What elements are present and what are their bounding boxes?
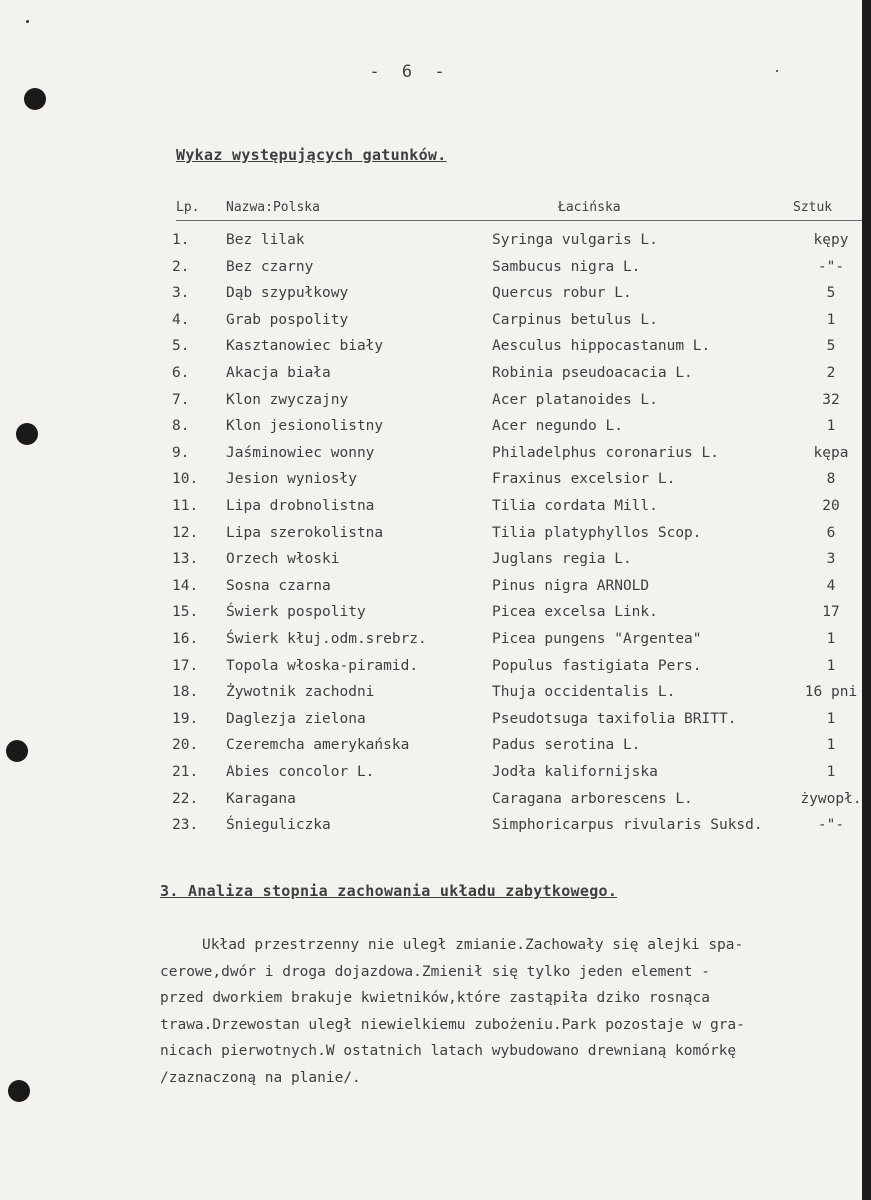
latin-name: Quercus robur L. bbox=[492, 285, 632, 302]
table-row bbox=[0, 392, 871, 419]
row-number: 21. bbox=[172, 764, 199, 780]
latin-name: Jodła kalifornijska bbox=[492, 764, 658, 780]
latin-name: Fraxinus excelsior L. bbox=[492, 471, 676, 488]
row-number: 19. bbox=[172, 710, 199, 727]
polish-name: Czeremcha amerykańska bbox=[226, 737, 410, 754]
latin-name: Populus fastigiata Pers. bbox=[492, 657, 702, 674]
row-number: 11. bbox=[172, 498, 199, 514]
latin-name: Picea excelsa Link. bbox=[492, 604, 658, 621]
table-row bbox=[0, 684, 871, 711]
table-row bbox=[0, 817, 871, 844]
table-row bbox=[0, 232, 871, 259]
polish-name: Karagana bbox=[226, 790, 296, 807]
latin-name: Simphoricarpus rivularis Suksd. bbox=[492, 817, 763, 834]
polish-name: Orzech włoski bbox=[226, 551, 340, 568]
paragraph-line: nicach pierwotnych.W ostatnich latach wybudowano drewnianą komórkę bbox=[160, 1043, 737, 1059]
latin-name: Juglans regia L. bbox=[492, 551, 632, 568]
polish-name: Świerk pospolity bbox=[226, 604, 366, 621]
polish-name: Dąb szypułkowy bbox=[226, 285, 349, 302]
paragraph-line: Układ przestrzenny nie uległ zmianie.Zachowały się alejki spa- bbox=[202, 937, 744, 953]
count: 5 bbox=[826, 285, 836, 302]
polish-name: Abies concolor L. bbox=[226, 764, 375, 780]
polish-name: Klon zwyczajny bbox=[226, 391, 349, 408]
row-number: 16. bbox=[172, 631, 199, 647]
latin-name: Pinus nigra ARNOLD bbox=[492, 577, 650, 594]
table-row bbox=[0, 658, 871, 685]
count: -"- bbox=[817, 258, 845, 275]
count: 1 bbox=[826, 764, 836, 780]
table-row bbox=[0, 711, 871, 738]
count: żywopł. bbox=[800, 790, 862, 807]
table-row bbox=[0, 604, 871, 631]
header-latin-name: Łacińska bbox=[558, 200, 621, 215]
header-polish-name: Nazwa:Polska bbox=[226, 200, 320, 215]
table-row bbox=[0, 338, 871, 365]
latin-name: Acer negundo L. bbox=[492, 418, 623, 435]
latin-name: Philadelphus coronarius L. bbox=[492, 444, 719, 461]
punch-hole bbox=[24, 88, 46, 110]
polish-name: Świerk kłuj.odm.srebrz. bbox=[226, 631, 427, 647]
polish-name: Sosna czarna bbox=[226, 577, 331, 594]
count: 1 bbox=[826, 710, 836, 727]
count: 3 bbox=[826, 551, 836, 568]
row-number: 20. bbox=[172, 737, 199, 754]
polish-name: Jaśminowiec wonny bbox=[226, 444, 375, 461]
table-row bbox=[0, 551, 871, 578]
count: 1 bbox=[826, 737, 836, 754]
table-row bbox=[0, 259, 871, 286]
paragraph-line: trawa.Drzewostan uległ niewielkiemu zubożeniu.Park pozostaje w gra- bbox=[160, 1016, 745, 1033]
latin-name: Sambucus nigra L. bbox=[492, 258, 641, 275]
latin-name: Robinia pseudoacacia L. bbox=[492, 365, 693, 381]
count: 1 bbox=[826, 311, 836, 328]
latin-name: Thuja occidentalis L. bbox=[492, 684, 676, 701]
count: 2 bbox=[826, 365, 836, 381]
latin-name: Tilia cordata Mill. bbox=[492, 498, 658, 514]
table-row bbox=[0, 764, 871, 791]
page-number: - 6 - bbox=[369, 62, 451, 82]
header-no: Lp. bbox=[176, 200, 200, 215]
table-row bbox=[0, 737, 871, 764]
latin-name: Acer platanoides L. bbox=[492, 391, 658, 408]
count: 17 bbox=[822, 604, 840, 621]
table-row bbox=[0, 312, 871, 339]
section-3-title: 3. Analiza stopnia zachowania układu zabytkowego. bbox=[160, 882, 618, 900]
latin-name: Caragana arborescens L. bbox=[492, 790, 693, 807]
count: 1 bbox=[826, 418, 836, 435]
paragraph-line: przed dworkiem brakuje kwietników,które zastąpiła dziko rosnąca bbox=[160, 990, 710, 1006]
row-number: 10. bbox=[172, 471, 199, 488]
punch-hole bbox=[8, 1080, 30, 1102]
table-row bbox=[0, 365, 871, 392]
polish-name: Kasztanowiec biały bbox=[226, 338, 384, 355]
count: 8 bbox=[826, 471, 836, 488]
polish-name: Bez czarny bbox=[226, 258, 314, 275]
row-number: 9. bbox=[172, 444, 190, 461]
paper-speck bbox=[26, 20, 29, 23]
row-number: 2. bbox=[172, 258, 190, 275]
count: kępy bbox=[813, 232, 849, 248]
scan-edge bbox=[862, 0, 871, 1200]
header-count: Sztuk bbox=[793, 200, 833, 215]
latin-name: Picea pungens "Argentea" bbox=[492, 631, 702, 647]
row-number: 23. bbox=[172, 817, 199, 834]
polish-name: Śnieguliczka bbox=[226, 817, 331, 834]
latin-name: Aesculus hippocastanum L. bbox=[492, 338, 711, 355]
count: kępa bbox=[813, 444, 849, 461]
latin-name: Carpinus betulus L. bbox=[492, 311, 658, 328]
table-row bbox=[0, 791, 871, 818]
latin-name: Syringa vulgaris L. bbox=[492, 232, 658, 248]
polish-name: Topola włoska-piramid. bbox=[226, 657, 419, 674]
row-number: 12. bbox=[172, 524, 199, 541]
row-number: 1. bbox=[172, 232, 190, 248]
count: 1 bbox=[826, 631, 836, 647]
table-row bbox=[0, 471, 871, 498]
row-number: 5. bbox=[172, 338, 190, 355]
count: 4 bbox=[826, 577, 836, 594]
row-number: 13. bbox=[172, 551, 199, 568]
table-row bbox=[0, 445, 871, 472]
polish-name: Daglezja zielona bbox=[226, 710, 366, 727]
polish-name: Klon jesionolistny bbox=[226, 418, 384, 435]
row-number: 22. bbox=[172, 790, 199, 807]
species-list-title: Wykaz występujących gatunków. bbox=[176, 146, 447, 164]
count: 32 bbox=[822, 391, 840, 408]
polish-name: Jesion wyniosły bbox=[226, 471, 357, 488]
polish-name: Lipa szerokolistna bbox=[226, 524, 384, 541]
paragraph-line: /zaznaczoną na planie/. bbox=[160, 1069, 361, 1086]
table-row bbox=[0, 631, 871, 658]
latin-name: Padus serotina L. bbox=[492, 737, 641, 754]
count: 16 pni bbox=[804, 684, 858, 701]
row-number: 18. bbox=[172, 684, 199, 701]
row-number: 8. bbox=[172, 418, 190, 435]
table-row bbox=[0, 498, 871, 525]
polish-name: Akacja biała bbox=[226, 365, 331, 381]
row-number: 7. bbox=[172, 391, 190, 408]
row-number: 17. bbox=[172, 657, 199, 674]
row-number: 6. bbox=[172, 365, 190, 381]
polish-name: Żywotnik zachodni bbox=[226, 684, 375, 701]
count: -"- bbox=[817, 817, 845, 834]
table-row bbox=[0, 525, 871, 552]
paper-speck bbox=[776, 70, 778, 72]
count: 6 bbox=[826, 524, 836, 541]
count: 1 bbox=[826, 657, 836, 674]
row-number: 3. bbox=[172, 285, 190, 302]
count: 5 bbox=[826, 338, 836, 355]
header-underline bbox=[176, 220, 868, 221]
row-number: 15. bbox=[172, 604, 199, 621]
latin-name: Tilia platyphyllos Scop. bbox=[492, 524, 702, 541]
table-row bbox=[0, 285, 871, 312]
table-row bbox=[0, 418, 871, 445]
row-number: 4. bbox=[172, 311, 190, 328]
latin-name: Pseudotsuga taxifolia BRITT. bbox=[492, 710, 737, 727]
table-row bbox=[0, 578, 871, 605]
polish-name: Bez lilak bbox=[226, 232, 305, 248]
count: 20 bbox=[822, 498, 840, 514]
paragraph-line: cerowe,dwór i droga dojazdowa.Zmienił się tylko jeden element - bbox=[160, 963, 710, 980]
row-number: 14. bbox=[172, 577, 199, 594]
section-3-paragraph bbox=[160, 932, 860, 1091]
polish-name: Lipa drobnolistna bbox=[226, 498, 375, 514]
polish-name: Grab pospolity bbox=[226, 311, 349, 328]
